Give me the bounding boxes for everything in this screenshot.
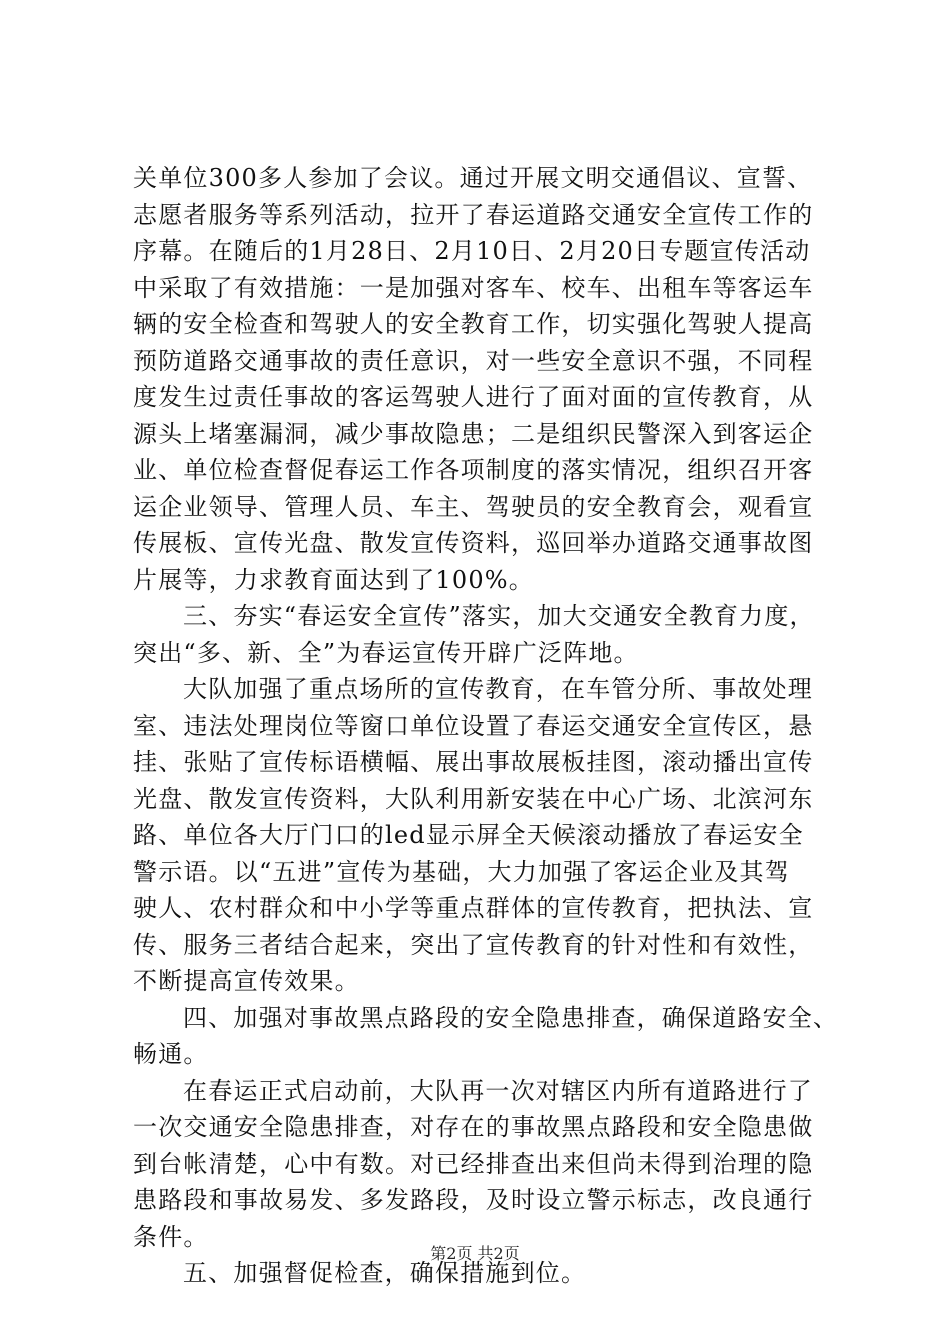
- body-line: 传展板、宣传光盘、散发宣传资料，巡回举办道路交通事故图: [133, 529, 814, 557]
- section-heading-line: 五、加强督促检查，确保措施到位。: [183, 1259, 587, 1287]
- body-line: 源头上堵塞漏洞，减少事故隐患；二是组织民警深入到客运企: [133, 419, 814, 448]
- section-heading-line: 畅通。: [133, 1040, 209, 1068]
- body-line: 室、违法处理岗位等窗口单位设置了春运交通安全宣传区，悬: [133, 711, 814, 740]
- body-line: 驶人、农村群众和中小学等重点群体的宣传教育，把执法、宣: [133, 894, 814, 922]
- document-body: [133, 160, 839, 1292]
- body-line: 条件。: [133, 1222, 209, 1251]
- body-line: 传、服务三者结合起来，突出了宣传教育的针对性和有效性，: [133, 930, 814, 959]
- body-line: 志愿者服务等系列活动，拉开了春运道路交通安全宣传工作的: [133, 200, 814, 229]
- body-line: 警示语。以“五进”宣传为基础，大力加强了客运企业及其驾: [133, 857, 790, 886]
- body-line: 患路段和事故易发、多发路段，及时设立警示标志，改良通行: [133, 1186, 814, 1214]
- body-line: 不断提高宣传效果。: [133, 967, 360, 995]
- body-line: 辆的安全检查和驾驶人的安全教育工作，切实强化驾驶人提高: [133, 310, 814, 338]
- page-number: 第2页 共2页: [430, 1244, 520, 1263]
- body-line: 关单位300多人参加了会议。通过开展文明交通倡议、宣誓、: [133, 164, 813, 192]
- body-line: 中采取了有效措施：一是加强对客车、校车、出租车等客运车: [133, 273, 814, 302]
- body-line: 一次交通安全隐患排查，对存在的事故黑点路段和安全隐患做: [133, 1113, 814, 1141]
- body-line: 预防道路交通事故的责任意识，对一些安全意识不强，不同程: [133, 346, 814, 375]
- section-heading-line: 四、加强对事故黑点路段的安全隐患排查，确保道路安全、: [183, 1003, 839, 1032]
- body-line: 序幕。在随后的1月28日、2月10日、2月20日专题宣传活动: [133, 237, 811, 265]
- body-line: 挂、张贴了宣传标语横幅、展出事故展板挂图，滚动播出宣传: [133, 748, 814, 776]
- body-line: 片展等，力求教育面达到了100%。: [133, 565, 535, 594]
- section-heading-line: 三、夯实“春运安全宣传”落实，加大交通安全教育力度，: [183, 602, 815, 630]
- body-line: 路、单位各大厅门口的led显示屏全天候滚动播放了春运安全: [133, 821, 804, 849]
- body-line: 大队加强了重点场所的宣传教育，在车管分所、事故处理: [183, 675, 813, 703]
- body-line: 在春运正式启动前，大队再一次对辖区内所有道路进行了: [183, 1076, 813, 1105]
- body-line: 度发生过责任事故的客运驾驶人进行了面对面的宣传教育，从: [133, 383, 814, 411]
- body-line: 到台帐清楚，心中有数。对已经排查出来但尚未得到治理的隐: [133, 1149, 814, 1178]
- body-line: 业、单位检查督促春运工作各项制度的落实情况，组织召开客: [133, 456, 814, 484]
- section-heading-line: 突出“多、新、全”为春运宣传开辟广泛阵地。: [133, 638, 639, 667]
- body-line: 运企业领导、管理人员、车主、驾驶员的安全教育会，观看宣: [133, 492, 814, 521]
- body-line: 光盘、散发宣传资料，大队利用新安装在中心广场、北滨河东: [133, 784, 814, 813]
